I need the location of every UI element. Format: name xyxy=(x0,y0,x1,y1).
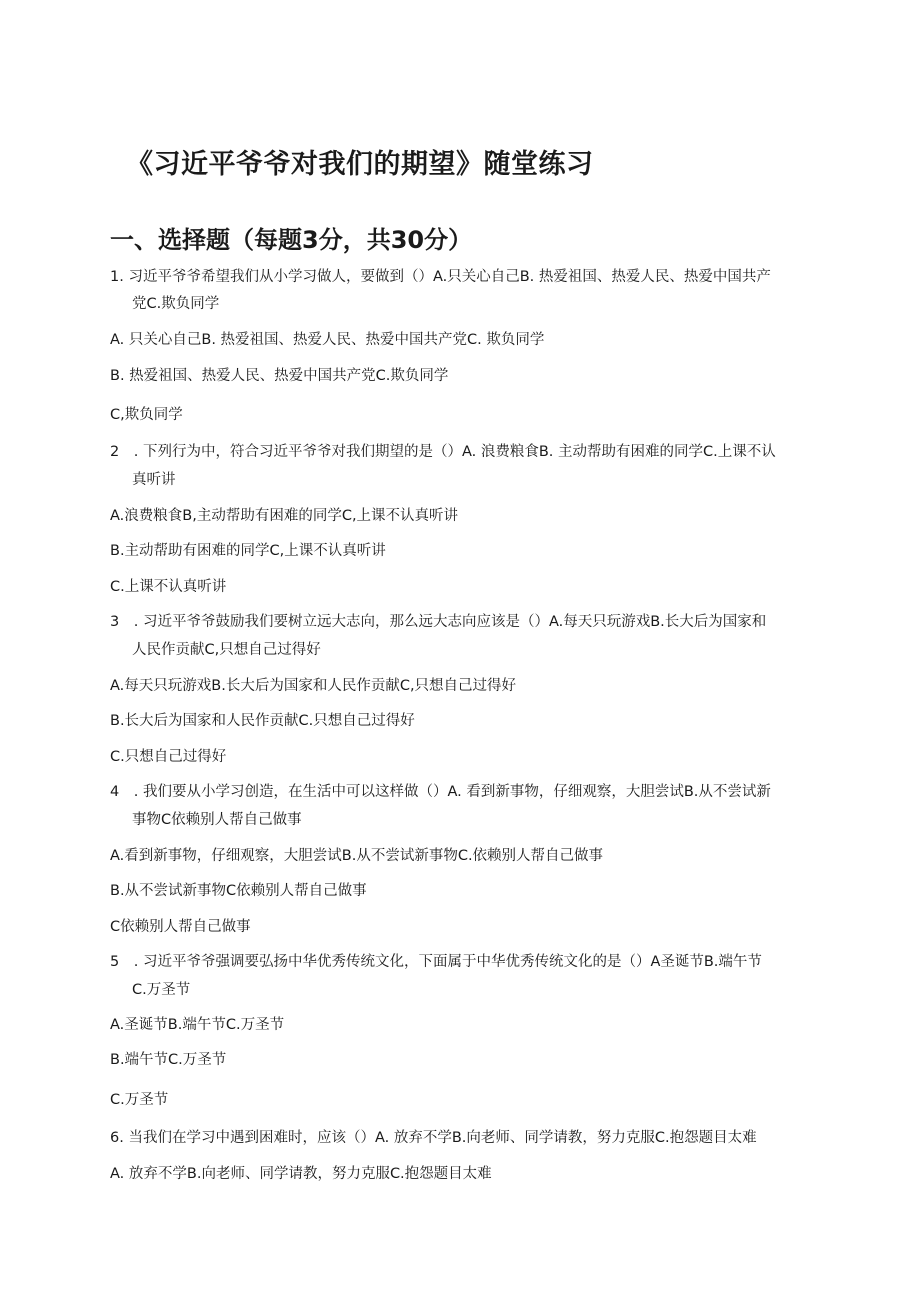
section-heading: 一、选择题（每题3分，共30分） xyxy=(110,226,473,254)
question-6-stem: 6. 当我们在学习中遇到困难时，应该（）A. 放弃不学B.向老师、同学请教，努力克服C.抱怨题目太难 xyxy=(110,1130,757,1146)
question-5-option-b: B.端午节C.万圣节 xyxy=(110,1052,227,1068)
question-1-stem: 1. 习近平爷爷希望我们从小学习做人，要做到（）A.只关心自己B. 热爱祖国、热爱人民、热爱中国共产 xyxy=(110,269,771,285)
question-5-option-c: C.万圣节 xyxy=(110,1092,169,1108)
question-2-stem-continued: 真听讲 xyxy=(132,472,176,488)
page-title: 《习近平爷爷对我们的期望》随堂练习 xyxy=(126,149,594,180)
question-4-option-b: B.从不尝试新事物C依赖别人帮自己做事 xyxy=(110,883,367,899)
question-5-option-a: A.圣诞节B.端午节C.万圣节 xyxy=(110,1017,285,1033)
question-2-option-c: C.上课不认真听讲 xyxy=(110,579,227,595)
question-3-option-a: A.每天只玩游戏B.长大后为国家和人民作贡献C,只想自己过得好 xyxy=(110,678,517,694)
question-4-option-a: A.看到新事物，仔细观察，大胆尝试B.从不尝试新事物C.依赖别人帮自己做事 xyxy=(110,848,604,864)
question-2-option-a: A.浪费粮食B,主动帮助有困难的同学C,上课不认真听讲 xyxy=(110,508,459,524)
question-2-option-b: B.主动帮助有困难的同学C,上课不认真听讲 xyxy=(110,543,386,559)
question-1-option-b: B. 热爱祖国、热爱人民、热爱中国共产党C.欺负同学 xyxy=(110,368,449,384)
question-4-stem-continued: 事物C依赖别人帮自己做事 xyxy=(132,812,302,828)
question-4-stem: 4 . 我们要从小学习创造，在生活中可以这样做（）A. 看到新事物，仔细观察，大胆尝试B.从不尝试新 xyxy=(110,784,771,800)
question-2-stem: 2 . 下列行为中，符合习近平爷爷对我们期望的是（）A. 浪费粮食B. 主动帮助有困难的同学C.上课不认 xyxy=(110,444,776,460)
question-5-stem-continued: C.万圣节 xyxy=(132,982,191,998)
question-3-option-b: B.长大后为国家和人民作贡献C.只想自己过得好 xyxy=(110,713,415,729)
question-1-stem-continued: 党C.欺负同学 xyxy=(132,296,220,312)
question-4-option-c: C依赖别人帮自己做事 xyxy=(110,919,251,935)
question-3-stem-continued: 人民作贡献C,只想自己过得好 xyxy=(132,642,321,658)
question-3-option-c: C.只想自己过得好 xyxy=(110,749,227,765)
question-3-stem: 3 . 习近平爷爷鼓励我们要树立远大志向，那么远大志向应该是（）A.每天只玩游戏B.长大后为国家和 xyxy=(110,614,767,630)
question-6-option-a: A. 放弃不学B.向老师、同学请教，努力克服C.抱怨题目太难 xyxy=(110,1166,492,1182)
question-1-option-a: A. 只关心自己B. 热爱祖国、热爱人民、热爱中国共产党C. 欺负同学 xyxy=(110,332,545,348)
question-5-stem: 5 . 习近平爷爷强调要弘扬中华优秀传统文化，下面属于中华优秀传统文化的是（）A圣诞节B.端午节 xyxy=(110,954,762,970)
question-1-option-c: C,欺负同学 xyxy=(110,407,183,423)
